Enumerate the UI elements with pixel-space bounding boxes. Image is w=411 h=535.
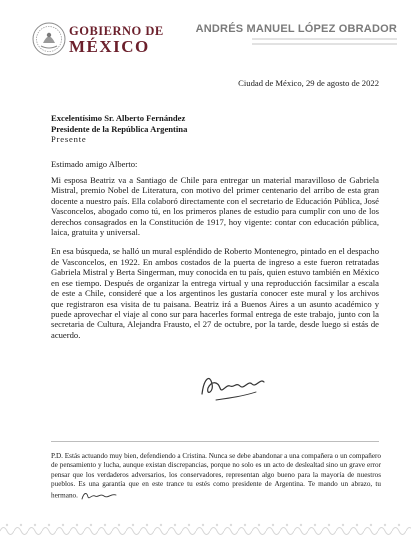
paragraph: En esa búsqueda, se halló un mural espléndido de Roberto Montenegro, pintado en el despacho de Vasconcelos, en 1922. En ambos costados de la puerta de ingreso a este fueron retratadas Gabriela Mistral y Berta Singerman, muy conocida en tu país, quien estuvo también en México en ese tiempo. Después de organizar la entrega virtual y una reproducción facsimilar a escala de este a Chile, consideré que a los argentinos les gustaría conocer este mural y los archivos que registraron esa visita de tu paisana. Beatriz irá a Buenos Aires a un asunto académico y puede aprovechar el viaje al cono sur para hacerles formal entrega de este trabajo, junto con la secretaria de Cultura, Alejandra Frausto, el 27 de octubre, por la tarde, desde luego si estás de acuerdo. <box>51 246 379 340</box>
national-seal-icon <box>32 22 66 56</box>
signature <box>196 366 276 406</box>
postscript-signature <box>80 490 118 502</box>
letter-date: Ciudad de México, 29 de agosto de 2022 <box>238 78 379 88</box>
recipient-name: Excelentísimo Sr. Alberto Fernández <box>51 113 186 124</box>
salutation: Estimado amigo Alberto: <box>51 158 138 169</box>
postscript-text: P.D. Estás actuando muy bien, defendiendo a Cristina. Nunca se debe abandonar a una compañera o un compañero de pensamiento y lucha, aunque existan discrepancias, porque no solo es un acto de deslealtad sino un grave error pensar que los verdaderos adversarios, los conservadores, representan algo bueno para la mayoría de nuestros pueblos. Es una garantía que en este trance tu estés como presidente de Argentina. Te mando un abrazo, tu hermano. <box>51 452 381 500</box>
author-subtitle-lines <box>252 38 397 48</box>
postscript <box>51 452 381 502</box>
government-wordmark <box>69 25 164 55</box>
recipient-block <box>51 113 379 144</box>
decorative-footer-pattern <box>0 521 411 535</box>
org-line-2: MÉXICO <box>69 37 150 56</box>
recipient-title: Presidente de la República Argentina <box>51 123 188 134</box>
recipient-presente: Presente <box>51 134 87 145</box>
letterhead <box>0 0 411 62</box>
author-name: ANDRÉS MANUEL LÓPEZ OBRADOR <box>195 23 397 35</box>
letter-body <box>51 78 379 349</box>
paragraph: Mi esposa Beatriz va a Santiago de Chile para entregar un material maravilloso de Gabriela Mistral, premio Nobel de Literatura, con motivo del primer centenario del arribo de esta gran docente a nuestro país. Ella colaboró directamente con el secretario de Educación Pública, José Vasconcelos, abogado como tú, en los primeros planes de estudio para cumplir con uno de los derechos consagrados en la Constitución de 1917, hoy vigente: contar con educación pública, laica, gratuita y universal. <box>51 175 379 238</box>
divider <box>51 441 379 442</box>
org-line-1: GOBIERNO DE <box>69 24 164 38</box>
